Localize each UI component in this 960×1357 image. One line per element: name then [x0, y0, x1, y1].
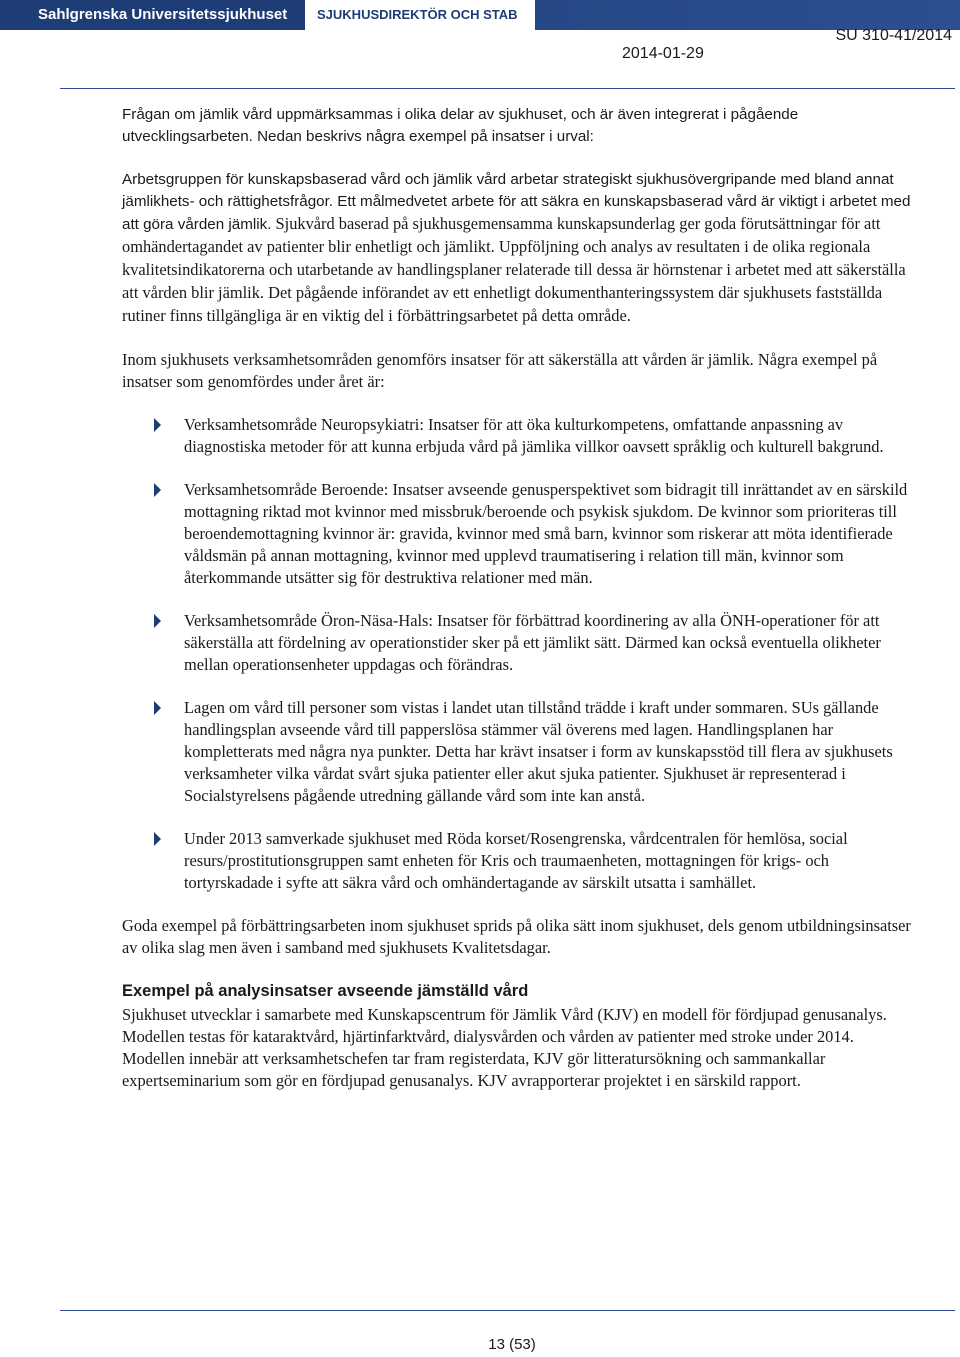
list-item-text: Verksamhetsområde Beroende: Insatser avseende genusperspektivet som bidragit till inrättandet av en särskild mottagning riktad mot kvinnor med missbruk/beroende och psykisk sjukdom. De kvinnor som prioriteras till beroendemottagning kvinnor är: gravida, kvinnor med små barn, kvinnor som riskerar att möta identifierade våldsmän på annan mottagning, kvinnor med upplevd traumatisering i relation till män, kvinnor som återkommande utsätter sig för destruktiva relationer med män. — [184, 480, 908, 587]
department-name: SJUKHUSDIREKTÖR OCH STAB — [305, 0, 535, 30]
paragraph-intro: Frågan om jämlik vård uppmärksammas i olika delar av sjukhuset, och är även integrerat i pågående utvecklingsarbeten. Nedan beskrivs några exempel på insatser i urval: — [122, 106, 799, 145]
page-number: 13 (53) — [488, 1336, 536, 1353]
list-item — [122, 479, 912, 589]
organization-name: Sahlgrenska Universitetssjukhuset — [0, 0, 305, 30]
bullet-arrow-icon — [154, 832, 161, 846]
bullet-arrow-icon — [154, 418, 161, 432]
paragraph-good-examples: Goda exempel på förbättringsarbeten inom sjukhuset sprids på olika sätt inom sjukhuset, dels genom utbildningsinsatser av olika slag men även i samband med sjukhusets Kvalitetsdagar. — [122, 916, 911, 957]
footer-rule — [60, 1310, 955, 1311]
bullet-arrow-icon — [154, 701, 161, 715]
list-item — [122, 610, 912, 676]
bullet-arrow-icon — [154, 483, 161, 497]
document-number: SU 310-41/2014 — [835, 27, 952, 44]
paragraph-working-group-serif: Sjukvård baserad på sjukhusgemensamma kunskapsunderlag ger goda förutsättningar för att omhändertagandet av patienter blir enhetligt och jämlikt. Uppföljning och analys av resultaten i de olika regionala kvalitetsindikatorerna och utarbetande av handlingsplaner relaterade till dessa är hörnstenar i arbetet med att säkerställa att vården blir jämlik. Det pågående införandet av ett enhetligt dokumenthanteringssystem där sjukhusets fastställda rutiner finns tillgängliga är en viktig del i förbättringsarbetet på detta område. — [122, 214, 906, 325]
document-body — [122, 104, 912, 1113]
header-rule — [60, 88, 955, 89]
bullet-list — [122, 414, 912, 894]
list-item-text: Verksamhetsområde Neuropsykiatri: Insatser för att öka kulturkompetens, omfattande anpassning av diagnostiska metoder för att kunna erbjuda vård på jämlika villkor oavsett språklig och kulturell bakgrund. — [184, 415, 884, 456]
bullet-arrow-icon — [154, 614, 161, 628]
list-item — [122, 697, 912, 807]
list-item-text: Verksamhetsområde Öron-Näsa-Hals: Insatser för förbättrad koordinering av alla ÖNH-operationer för att säkerställa att fördelning av operationstider sker på ett jämlikt sätt. Därmed kan också eventuella olikheter mellan operationsenheter uppdagas och förändras. — [184, 611, 881, 674]
section-body: Sjukhuset utvecklar i samarbete med Kunskapscentrum för Jämlik Vård (KJV) en modell för fördjupad genusanalys. Modellen testas för kataraktvård, hjärtinfarktvård, dialysvården och vården av patienter med stroke under 2014. Modellen innebär att verksamhetschefen tar fram registerdata, KJV gör litteratursökning och sammankallar expertseminarium som gör en fördjupad genusanalys. KJV avrapporterar projektet i en särskild rapport. — [122, 1005, 887, 1090]
list-item-text: Under 2013 samverkade sjukhuset med Röda korset/Rosengrenska, vårdcentralen för hemlösa, social resurs/prostitutionsgruppen samt enheten för Kris och traumaenheten, mottagningen för krigs- och tortyrskadade i syfte att säkra vård och omhändertagande av särskilt utsatta i samhället. — [184, 829, 848, 892]
paragraph-areas: Inom sjukhusets verksamhetsområden genomförs insatser för att säkerställa att vården är jämlik. Några exempel på insatser som genomfördes under året är: — [122, 350, 878, 391]
list-item-text: Lagen om vård till personer som vistas i landet utan tillstånd trädde i kraft under sommaren. SUs gällande handlingsplan avseende vård till papperslösa stämmer väl överens med lagen. Handlingsplanen har kompletterats med några nya punkter. Detta har krävt insatser i form av kunskapsstöd till flera av sjukhusets verksamheter vilka vårdat svårt sjuka patienter eller akut sjuka patienter. Sjukhuset är representerad i Socialstyrelsens pågående utredning gällande vård som inte kan anstå. — [184, 698, 893, 805]
document-date: 2014-01-29 — [622, 45, 704, 62]
list-item — [122, 828, 912, 894]
list-item — [122, 414, 912, 458]
section-heading: Exempel på analysinsatser avseende jämställd vård — [122, 982, 529, 1000]
paragraph-working-group-sans: Arbetsgruppen för kunskapsbaserad vård och jämlik vård arbetar strategiskt sjukhusövergripande med bland annat jämlikhets- och rättighetsfrågor. Ett målmedvetet arbete för att säkra en kunskapsbaserad vård är viktigt i arbetet med att göra vården jämlik. — [122, 171, 911, 233]
paragraph-working-group — [122, 169, 912, 328]
